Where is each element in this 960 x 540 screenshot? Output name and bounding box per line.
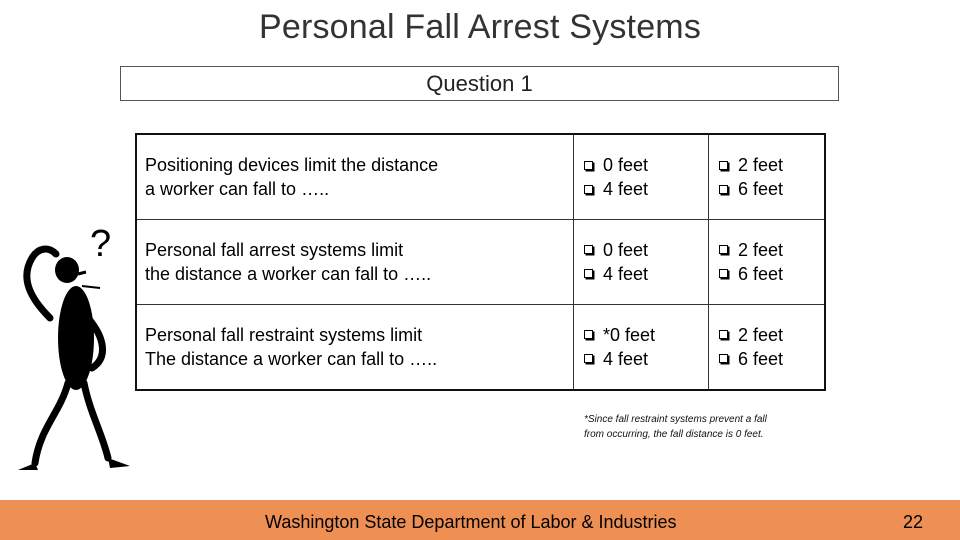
options-cell bbox=[574, 304, 709, 390]
checkbox-icon[interactable] bbox=[719, 245, 728, 254]
answer-option[interactable] bbox=[717, 262, 816, 286]
question-cell bbox=[136, 304, 574, 390]
slide-title: Personal Fall Arrest Systems bbox=[258, 8, 702, 46]
option-label: 6 feet bbox=[738, 263, 784, 284]
footnote bbox=[584, 412, 814, 442]
figure-question-mark: ? bbox=[90, 223, 112, 265]
question-label-box bbox=[120, 66, 839, 101]
checkbox-icon[interactable] bbox=[584, 269, 593, 278]
option-label: 2 feet bbox=[738, 155, 784, 176]
question-text: Positioning devices limit the distance bbox=[145, 155, 439, 176]
answer-option[interactable] bbox=[717, 238, 816, 262]
answer-option[interactable] bbox=[717, 153, 816, 177]
answer-option[interactable] bbox=[582, 262, 700, 286]
question-label: Question 1 bbox=[426, 71, 533, 96]
answer-option[interactable] bbox=[582, 177, 700, 201]
checkbox-icon[interactable] bbox=[719, 269, 728, 278]
thinking-figure-icon bbox=[10, 218, 135, 478]
option-label: 4 feet bbox=[603, 179, 649, 200]
option-label: 0 feet bbox=[603, 155, 649, 176]
checkbox-icon[interactable] bbox=[584, 185, 593, 194]
checkbox-icon[interactable] bbox=[584, 245, 593, 254]
option-label: 4 feet bbox=[603, 348, 649, 369]
answer-option[interactable] bbox=[717, 323, 816, 347]
answer-option[interactable] bbox=[582, 323, 700, 347]
options-cell bbox=[709, 304, 826, 390]
checkbox-icon[interactable] bbox=[584, 354, 593, 363]
option-label: *0 feet bbox=[603, 324, 656, 345]
option-label: 2 feet bbox=[738, 239, 784, 260]
question-text: a worker can fall to ….. bbox=[145, 179, 330, 200]
question-text: Personal fall arrest systems limit bbox=[145, 239, 404, 260]
option-label: 4 feet bbox=[603, 263, 649, 284]
answer-option[interactable] bbox=[582, 153, 700, 177]
options-cell bbox=[709, 220, 826, 305]
answer-option[interactable] bbox=[582, 347, 700, 371]
checkbox-icon[interactable] bbox=[719, 330, 728, 339]
answer-option[interactable] bbox=[717, 177, 816, 201]
question-cell bbox=[136, 134, 574, 220]
footnote-text: *Since fall restraint systems prevent a fall bbox=[584, 414, 767, 425]
answer-option[interactable] bbox=[582, 238, 700, 262]
footer-organization: Washington State Department of Labor & Industries bbox=[265, 512, 677, 532]
question-text: The distance a worker can fall to ….. bbox=[145, 348, 438, 369]
page-number: 22 bbox=[903, 512, 924, 532]
footnote-text: from occurring, the fall distance is 0 feet. bbox=[584, 429, 764, 440]
checkbox-icon[interactable] bbox=[719, 161, 728, 170]
answer-option[interactable] bbox=[717, 347, 816, 371]
option-label: 0 feet bbox=[603, 239, 649, 260]
checkbox-icon[interactable] bbox=[584, 161, 593, 170]
question-text: the distance a worker can fall to ….. bbox=[145, 263, 432, 284]
options-cell bbox=[574, 134, 709, 220]
question-table bbox=[135, 133, 826, 391]
checkbox-icon[interactable] bbox=[719, 185, 728, 194]
table-row bbox=[136, 304, 825, 390]
table-row bbox=[136, 220, 825, 305]
question-cell bbox=[136, 220, 574, 305]
table-row bbox=[136, 134, 825, 220]
option-label: 6 feet bbox=[738, 348, 784, 369]
option-label: 2 feet bbox=[738, 324, 784, 345]
checkbox-icon[interactable] bbox=[719, 354, 728, 363]
checkbox-icon[interactable] bbox=[584, 330, 593, 339]
option-label: 6 feet bbox=[738, 179, 784, 200]
options-cell bbox=[709, 134, 826, 220]
question-text: Personal fall restraint systems limit bbox=[145, 324, 423, 345]
footer-bar bbox=[0, 500, 960, 540]
options-cell bbox=[574, 220, 709, 305]
